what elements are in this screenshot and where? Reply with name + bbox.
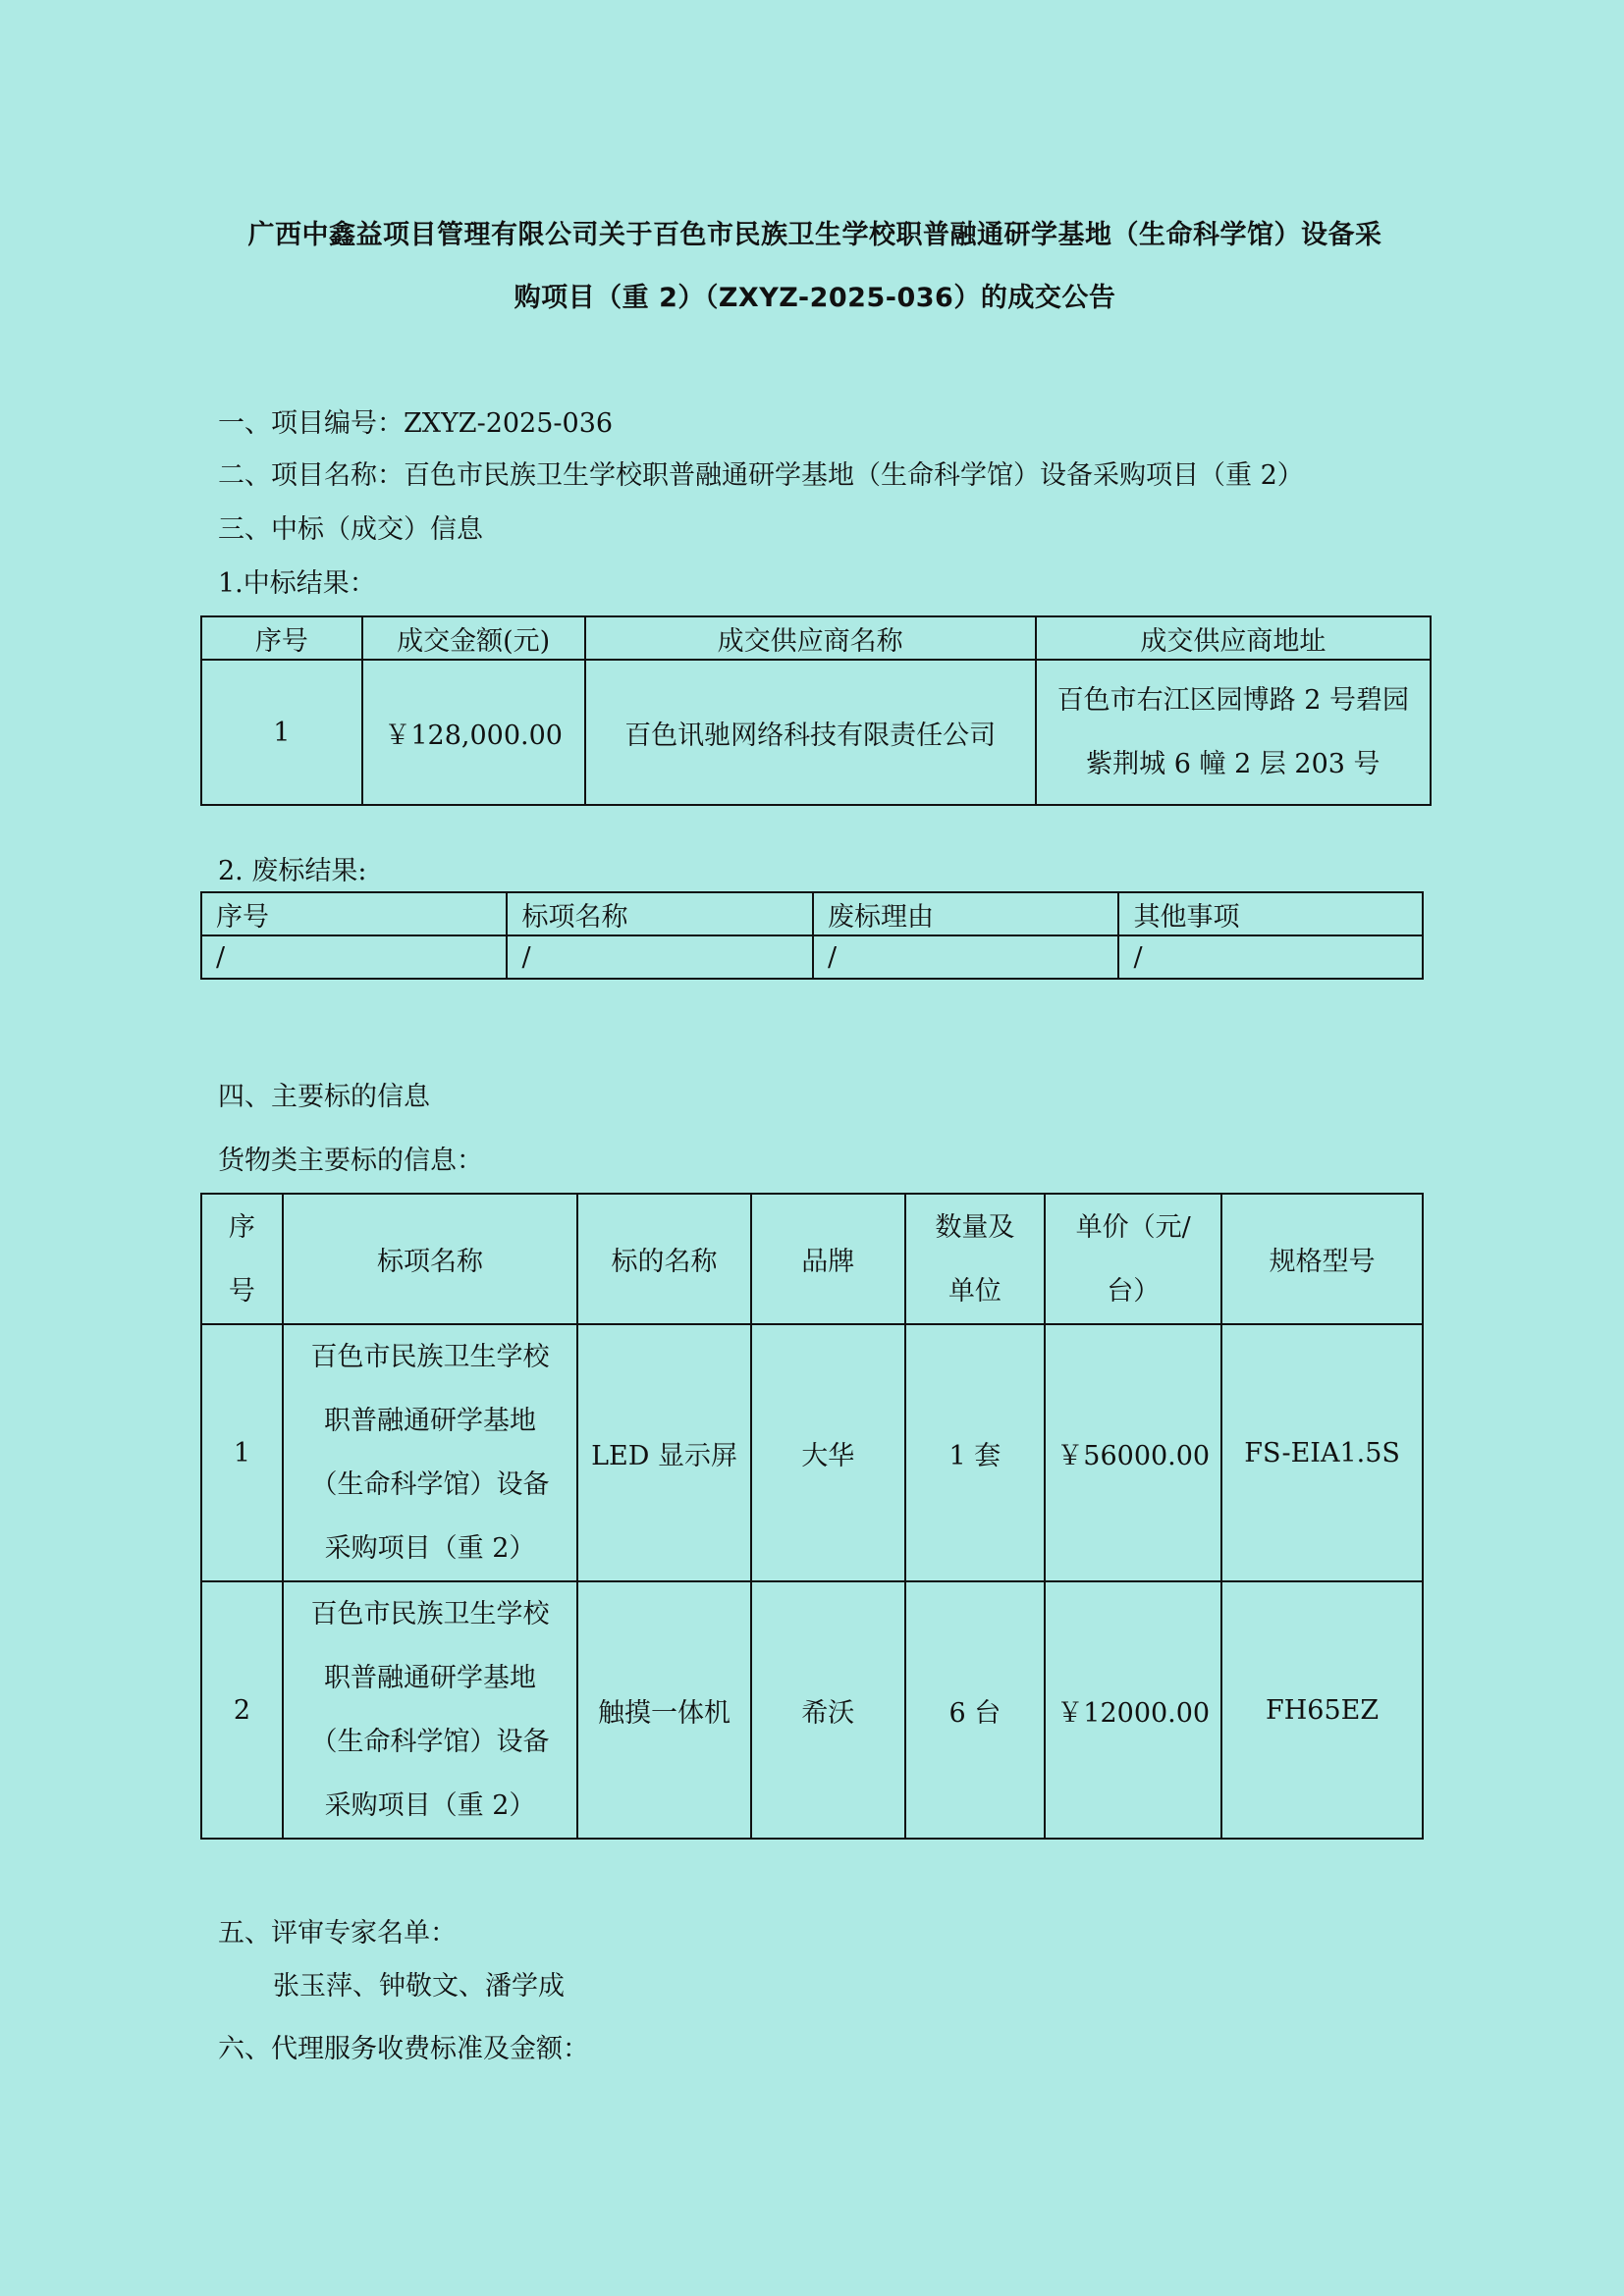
- cell-quantity: 1 套: [905, 1324, 1046, 1581]
- cell-brand: 希沃: [751, 1581, 905, 1839]
- cell-amount: ￥128,000.00: [362, 660, 585, 805]
- table-row: [201, 660, 1431, 805]
- cell-unit-price: ￥56000.00: [1045, 1324, 1221, 1581]
- invalid-result-table: [200, 891, 1424, 980]
- cell-no: 1: [201, 660, 362, 805]
- title-line-2: 购项目（重 2）（ZXYZ-2025-036）的成交公告: [514, 283, 1116, 313]
- table-row: [201, 1581, 1423, 1839]
- agency-fee-heading: 六、代理服务收费标准及金额：: [218, 2034, 589, 2064]
- table-header-row: [201, 892, 1423, 935]
- cell-item-name: 百色市民族卫生学校 职普融通研学基地 （生命科学馆）设备 采购项目（重 2）: [283, 1324, 577, 1581]
- cell-reason: /: [813, 935, 1118, 979]
- header-supplier: 成交供应商名称: [585, 616, 1036, 660]
- header-address: 成交供应商地址: [1036, 616, 1431, 660]
- award-info-heading: 三、中标（成交）信息: [218, 514, 483, 545]
- announcement-title: [196, 204, 1434, 330]
- cell-model: FH65EZ: [1221, 1581, 1423, 1839]
- header-other: 其他事项: [1118, 892, 1423, 935]
- cell-address: [1036, 660, 1431, 805]
- cell-unit-price: ￥12000.00: [1045, 1581, 1221, 1839]
- header-quantity: 数量及 单位: [905, 1194, 1046, 1324]
- cell-no: /: [201, 935, 507, 979]
- header-no: 序号: [201, 616, 362, 660]
- header-no: 序 号: [201, 1194, 283, 1324]
- cell-subject-name: LED 显示屏: [577, 1324, 751, 1581]
- header-model: 规格型号: [1221, 1194, 1423, 1324]
- cell-no: 2: [201, 1581, 283, 1839]
- table-row: [201, 1324, 1423, 1581]
- project-number: 一、项目编号：ZXYZ-2025-036: [218, 408, 614, 439]
- goods-table: [200, 1193, 1424, 1840]
- title-line-1: 广西中鑫益项目管理有限公司关于百色市民族卫生学校职普融通研学基地（生命科学馆）设备采: [247, 220, 1382, 250]
- cell-item-name: /: [507, 935, 812, 979]
- cell-other: /: [1118, 935, 1423, 979]
- header-no: 序号: [201, 892, 507, 935]
- header-amount: 成交金额(元): [362, 616, 585, 660]
- award-result-label: 1.中标结果：: [218, 568, 376, 599]
- table-header-row: [201, 616, 1431, 660]
- cell-model: FS-EIA1.5S: [1221, 1324, 1423, 1581]
- expert-names: 张玉萍、钟敬文、潘学成: [273, 1971, 565, 2002]
- address-line-2: 紫荆城 6 幢 2 层 203 号: [1086, 749, 1380, 779]
- cell-item-name: 百色市民族卫生学校 职普融通研学基地 （生命科学馆）设备 采购项目（重 2）: [283, 1581, 577, 1839]
- goods-info-label: 货物类主要标的信息：: [218, 1146, 483, 1176]
- main-subject-heading: 四、主要标的信息: [218, 1082, 430, 1112]
- header-item-name: 标项名称: [283, 1194, 577, 1324]
- cell-quantity: 6 台: [905, 1581, 1046, 1839]
- address-line-1: 百色市右江区园博路 2 号碧园: [1056, 685, 1410, 716]
- award-result-table: [200, 615, 1432, 806]
- cell-brand: 大华: [751, 1324, 905, 1581]
- cell-supplier: 百色讯驰网络科技有限责任公司: [585, 660, 1036, 805]
- cell-no: 1: [201, 1324, 283, 1581]
- cell-subject-name: 触摸一体机: [577, 1581, 751, 1839]
- invalid-result-label: 2. 废标结果:: [218, 856, 367, 886]
- table-header-row: [201, 1194, 1423, 1324]
- header-item-name: 标项名称: [507, 892, 812, 935]
- project-name: 二、项目名称：百色市民族卫生学校职普融通研学基地（生命科学馆）设备采购项目（重 2）: [218, 460, 1304, 491]
- header-unit-price: 单价（元/ 台）: [1045, 1194, 1221, 1324]
- header-reason: 废标理由: [813, 892, 1118, 935]
- expert-list-heading: 五、评审专家名单：: [218, 1918, 457, 1949]
- header-subject-name: 标的名称: [577, 1194, 751, 1324]
- table-row: [201, 935, 1423, 979]
- header-brand: 品牌: [751, 1194, 905, 1324]
